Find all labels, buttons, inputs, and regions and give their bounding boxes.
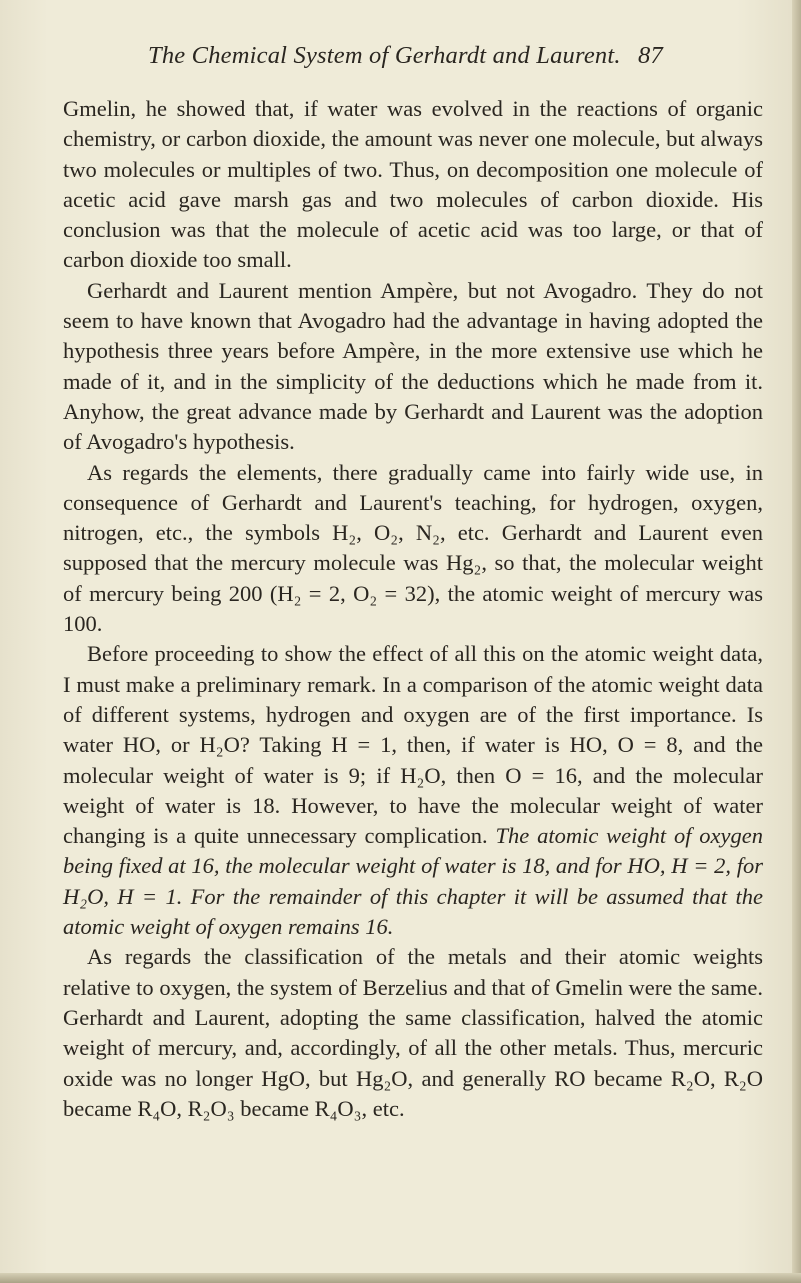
- paragraph-4: [63, 639, 763, 942]
- paragraph-2: Gerhardt and Laurent mention Ampère, but not Avogadro. They do not seem to have known that Avogadro had the advantage in having adopted the hypothesis three years before Ampère, in the more extensive use which he made of it, and in the simplicity of the deductions which he made from it. Anyhow, the great advance made by Gerhardt and Laurent was the adoption of Avogadro's hypothesis.: [63, 277, 763, 455]
- paragraph-1: Gmelin, he showed that, if water was evolved in the reactions of organic chemistry, or carbon dioxide, the amount was never one molecule, but always two molecules or multiples of two. Thus, on decomposition one molecule of acetic acid gave marsh gas and two molecules of carbon dioxide. His conclusion was that the molecule of acetic acid was too large, or that of carbon dioxide too small.: [63, 96, 763, 273]
- paragraph-3: As regards the elements, there gradually came into fairly wide use, in consequence of Gerhardt and Laurent's teaching, for hydrogen, oxygen, nitrogen, etc., the symbols H₂, O₂, N₂, etc. Gerhardt and Laurent even supposed that the mercury molecule was Hg₂, so that, the molecular weight of mercury being 200 (H₂ = 2, O₂ = 32), the atomic weight of mercury was 100.: [63, 459, 763, 637]
- page-number: 87: [638, 42, 663, 69]
- running-head: [148, 42, 708, 70]
- body-text: [63, 94, 763, 1124]
- paragraph-5: As regards the classification of the metals and their atomic weights relative to oxygen, the system of Berzelius and that of Gmelin were the same. Gerhardt and Laurent, adopting the same classification, halved the atomic weight of mercury, and, accordingly, of all the other metals. Thus, mercuric oxide was no longer HgO, but Hg₂O, and generally RO became R₂O, R₂O became R₄O, R₂O₃ became R₄O₃, etc.: [63, 944, 763, 1121]
- page-edge-right: [792, 0, 801, 1283]
- page-edge-bottom: [0, 1273, 801, 1283]
- paragraph-4-italic: The atomic weight of oxygen being fixed at 16, the molecular weight of water is 18, and for HO, H = 2, for H₂O, H = 1. For the remainder of this chapter it will be assumed that the atomic weight of oxygen remains 16.: [63, 823, 764, 940]
- paragraph-4-text: Before proceeding to show the effect of all this on the atomic weight data, I must make a preliminary remark. In a comparison of the atomic weight data of different systems, hydrogen and oxygen are of the first importance. Is water HO, or H₂O? Taking H = 1, then, if water is HO, O = 8, and the molecular weight of water is 9; if H₂O, then O = 16, and the molecular weight of water is 18. However, to have the molecular weight of water changing is a quite unnecessary complication.: [63, 641, 763, 849]
- running-head-title: The Chemical System of Gerhardt and Laurent.: [148, 42, 621, 69]
